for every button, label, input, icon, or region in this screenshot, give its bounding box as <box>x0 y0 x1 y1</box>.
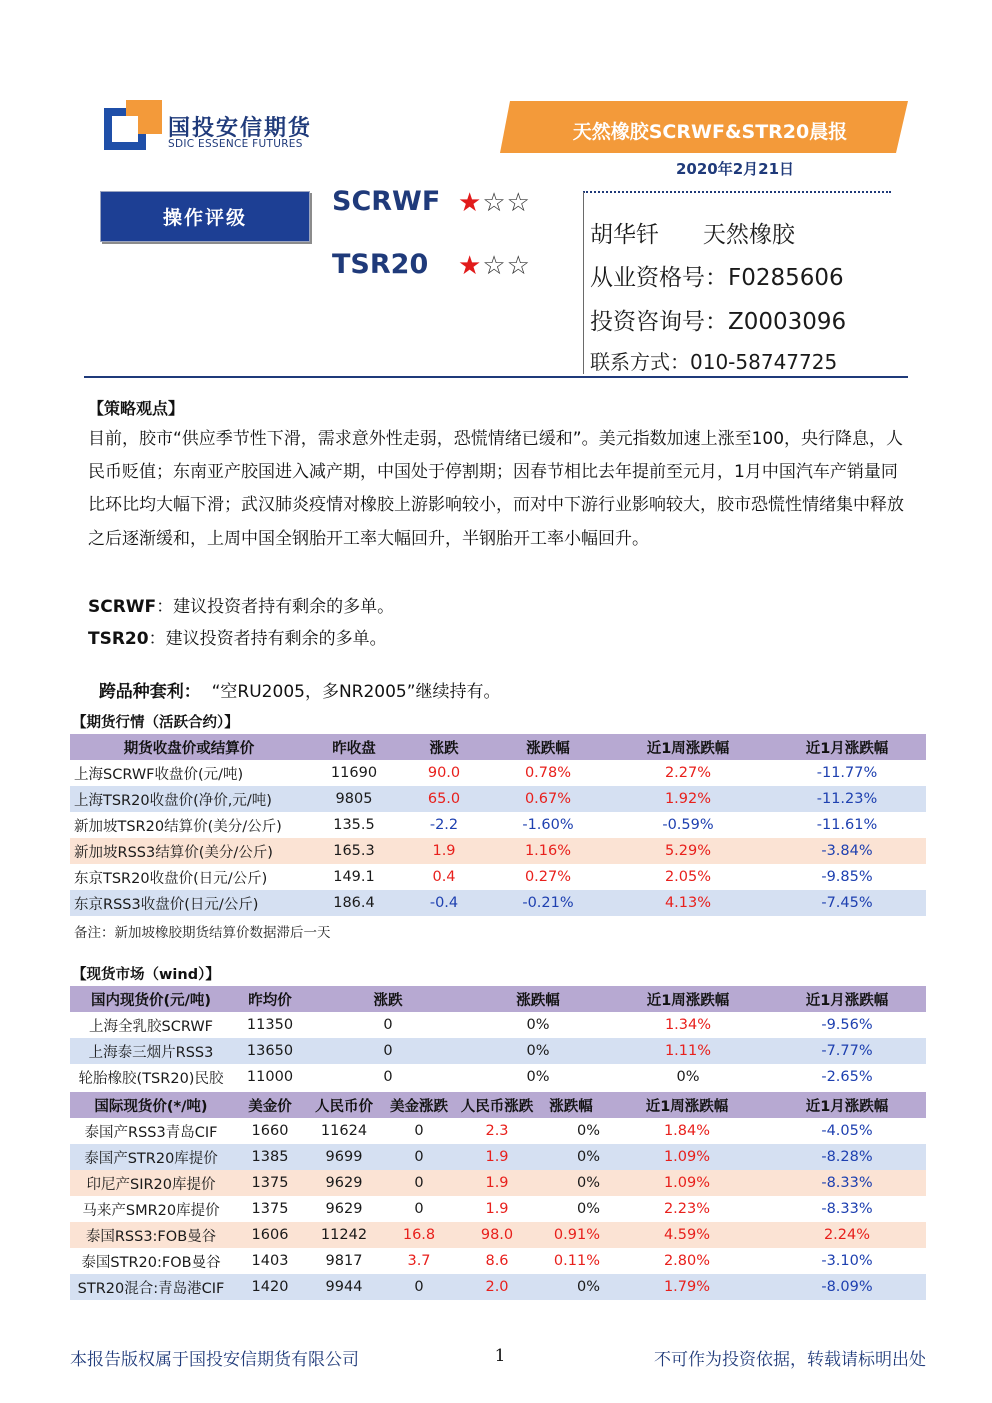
table-row <box>70 890 926 916</box>
table-cell: 135.5 <box>333 817 375 833</box>
table-cell: 13650 <box>246 1043 294 1059</box>
table-cell: 9629 <box>325 1175 363 1191</box>
table-cell: 0% <box>576 1149 600 1165</box>
table-cell: -9.85% <box>821 869 873 885</box>
table-row <box>70 1170 926 1196</box>
table-cell: -11.23% <box>816 791 878 807</box>
table-cell: 2.05% <box>664 869 712 885</box>
rating-label: 操作评级 <box>100 191 310 242</box>
table-cell: 0% <box>676 1069 700 1085</box>
col-header: 近1周涨跌幅 <box>608 986 768 1012</box>
table-cell: 泰国RSS3:FOB曼谷 <box>85 1228 217 1245</box>
table-cell: 98.0 <box>480 1227 514 1243</box>
scrwf-advice <box>88 592 394 617</box>
table-cell: -9.56% <box>821 1017 873 1033</box>
domestic-header-row <box>70 986 926 1012</box>
table-cell: 11000 <box>246 1069 294 1085</box>
table-cell: 3.7 <box>407 1253 431 1269</box>
table-cell: 11624 <box>320 1123 368 1139</box>
header-divider <box>84 376 908 378</box>
table-cell: 泰国产RSS3青岛CIF <box>84 1124 218 1141</box>
col-header: 涨跌幅 <box>488 734 608 760</box>
table-cell: -2.2 <box>429 817 459 833</box>
table-cell: 0 <box>383 1017 393 1033</box>
table-cell: 9805 <box>335 791 373 807</box>
scrwf-advice-label: SCRWF <box>88 597 157 617</box>
table-row <box>70 1144 926 1170</box>
table-cell: 1.9 <box>485 1149 509 1165</box>
rating-stars-tsr20 <box>458 251 531 281</box>
table-cell: 东京RSS3收盘价(日元/公斤) <box>74 896 259 913</box>
table-cell: 1.9 <box>485 1175 509 1191</box>
table-cell: -2.65% <box>821 1069 873 1085</box>
table-cell: 0% <box>576 1279 600 1295</box>
logo-english-name: SDIC ESSENCE FUTURES <box>168 138 303 150</box>
spot-table-title: 【现货市场（wind）】 <box>72 967 220 983</box>
arbitrage-advice <box>88 657 501 702</box>
table-cell: 11242 <box>320 1227 368 1243</box>
table-cell: 4.59% <box>663 1227 711 1243</box>
star-filled-icon: ★ <box>458 188 483 218</box>
table-cell: 11690 <box>330 765 378 781</box>
table-cell: -7.77% <box>821 1043 873 1059</box>
table-cell: -7.45% <box>821 895 873 911</box>
table-row <box>70 760 926 786</box>
tsr20-advice-label: TSR20 <box>88 629 149 649</box>
table-cell: -8.09% <box>821 1279 873 1295</box>
table-cell: 186.4 <box>333 895 375 911</box>
table-cell: 165.3 <box>333 843 375 859</box>
table-cell: 1.09% <box>663 1149 711 1165</box>
table-cell: -3.10% <box>821 1253 873 1269</box>
international-spot-table <box>70 1092 926 1300</box>
table-cell: 2.23% <box>663 1201 711 1217</box>
table-cell: 149.1 <box>333 869 375 885</box>
table-cell: 1375 <box>251 1175 289 1191</box>
table-cell: -0.4 <box>429 895 459 911</box>
col-header: 近1月涨跌幅 <box>768 1092 926 1118</box>
table-cell: 0 <box>383 1069 393 1085</box>
table-cell: 0 <box>383 1043 393 1059</box>
col-header: 国内现货价(元/吨) <box>70 986 232 1012</box>
table-cell: 90.0 <box>427 765 461 781</box>
table-cell: 0.27% <box>524 869 572 885</box>
table-cell: 0.4 <box>432 869 456 885</box>
scrwf-advice-text: ：建议投资者持有剩余的多单。 <box>156 597 395 617</box>
table-cell: -1.60% <box>522 817 574 833</box>
table-row <box>70 786 926 812</box>
analyst-name: 胡华钎 天然橡胶 <box>590 222 795 248</box>
table-cell: 上海TSR20收盘价(净价,元/吨) <box>74 792 272 809</box>
table-cell: 新加坡RSS3结算价(美分/公斤) <box>74 844 273 861</box>
table-cell: -11.77% <box>816 765 878 781</box>
table-row <box>70 864 926 890</box>
international-header-row <box>70 1092 926 1118</box>
table-cell: 0% <box>576 1201 600 1217</box>
col-header: 近1月涨跌幅 <box>768 734 926 760</box>
rating-product-tsr20: TSR20 <box>332 249 429 280</box>
table-cell: 泰国产STR20库提价 <box>84 1150 218 1167</box>
analyst-consult-number: 投资咨询号：Z0003096 <box>590 309 847 335</box>
table-cell: 65.0 <box>427 791 461 807</box>
page-number: 1 <box>494 1346 506 1366</box>
table-cell: 东京TSR20收盘价(日元/公斤) <box>74 870 268 887</box>
col-header: 昨均价 <box>232 986 308 1012</box>
vertical-divider <box>583 192 584 374</box>
report-date: 2020年2月21日 <box>675 160 795 178</box>
table-cell: -4.05% <box>821 1123 873 1139</box>
table-cell: 2.80% <box>663 1253 711 1269</box>
col-header: 美金涨跌 <box>380 1092 458 1118</box>
table-cell: 1403 <box>251 1253 289 1269</box>
col-header: 美金价 <box>232 1092 308 1118</box>
table-cell: 8.6 <box>485 1253 509 1269</box>
table-cell: 1420 <box>251 1279 289 1295</box>
analyst-qualification: 从业资格号：F0285606 <box>590 265 844 291</box>
table-row <box>70 1196 926 1222</box>
col-header: 近1周涨跌幅 <box>608 734 768 760</box>
futures-table <box>70 734 926 916</box>
table-cell: 印尼产SIR20库提价 <box>86 1176 216 1193</box>
table-cell: 0 <box>414 1279 424 1295</box>
table-row <box>70 1118 926 1144</box>
table-cell: 0% <box>526 1069 550 1085</box>
futures-table-title: 【期货行情（活跃合约）】 <box>72 715 239 731</box>
report-title: 天然橡胶SCRWF&STR20晨报 <box>572 121 848 143</box>
table-cell: 5.29% <box>664 843 712 859</box>
table-cell: 上海SCRWF收盘价(元/吨) <box>74 766 244 783</box>
table-cell: 0% <box>526 1043 550 1059</box>
star-empty-icon: ☆☆ <box>482 188 531 218</box>
table-row <box>70 1222 926 1248</box>
table-cell: 0.67% <box>524 791 572 807</box>
domestic-spot-table <box>70 986 926 1090</box>
table-cell: -8.33% <box>821 1175 873 1191</box>
strategy-paragraph: 目前，胶市“供应季节性下滑，需求意外性走弱，恐慌情绪已缓和”。美元指数加速上涨至100，央行降息，人民币贬值；东南亚产胶国进入减产期，中国处于停割期；因春节相比去年提前至元月，1月中国汽车产销量同比环比均大幅下滑；武汉肺炎疫情对橡胶上游影响较小，而对中下游行业影响较大，胶市恐慌性情绪集中释放之后逐渐缓和，上周中国全钢胎开工率大幅回升，半钢胎开工率小幅回升。 <box>88 429 904 549</box>
col-header: 涨跌幅 <box>468 986 608 1012</box>
col-header: 涨跌幅 <box>536 1092 606 1118</box>
logo-chinese-name: 国投安信期货 <box>168 116 313 141</box>
table-cell: 2.27% <box>664 765 712 781</box>
col-header: 期货收盘价或结算价 <box>70 734 308 760</box>
table-cell: 1385 <box>251 1149 289 1165</box>
table-cell: 1.9 <box>432 843 456 859</box>
table-cell: 2.0 <box>485 1279 509 1295</box>
star-empty-icon: ☆☆ <box>482 251 531 281</box>
table-cell: 新加坡TSR20结算价(美分/公斤) <box>74 818 282 835</box>
strategy-heading: 【策略观点】 <box>88 399 185 418</box>
table-cell: 1.09% <box>663 1175 711 1191</box>
table-cell: 0.78% <box>524 765 572 781</box>
table-row <box>70 1274 926 1300</box>
table-cell: 9699 <box>325 1149 363 1165</box>
table-cell: 1.84% <box>663 1123 711 1139</box>
table-row <box>70 1012 926 1038</box>
arbitrage-advice-text: “空RU2005，多NR2005”继续持有。 <box>200 682 501 702</box>
col-header: 近1月涨跌幅 <box>768 986 926 1012</box>
col-header: 人民币涨跌 <box>458 1092 536 1118</box>
table-cell: 轮胎橡胶(TSR20)民胶 <box>78 1070 224 1087</box>
table-cell: 9817 <box>325 1253 363 1269</box>
table-cell: 1.11% <box>664 1043 712 1059</box>
table-row <box>70 812 926 838</box>
table-cell: -11.61% <box>816 817 878 833</box>
table-row <box>70 1064 926 1090</box>
table-row <box>70 1038 926 1064</box>
col-header: 人民币价 <box>308 1092 380 1118</box>
table-cell: -0.21% <box>522 895 574 911</box>
table-row <box>70 838 926 864</box>
table-cell: 0% <box>526 1017 550 1033</box>
star-filled-icon: ★ <box>458 251 483 281</box>
table-cell: 16.8 <box>402 1227 436 1243</box>
table-cell: 11350 <box>246 1017 294 1033</box>
table-cell: 9944 <box>325 1279 363 1295</box>
company-logo-icon <box>104 100 162 150</box>
table-cell: 0 <box>414 1175 424 1191</box>
table-cell: 2.3 <box>485 1123 509 1139</box>
table-cell: 2.24% <box>823 1227 871 1243</box>
col-header: 近1周涨跌幅 <box>606 1092 768 1118</box>
table-cell: -0.59% <box>662 817 714 833</box>
table-cell: 0 <box>414 1201 424 1217</box>
col-header: 国际现货价(*/吨) <box>70 1092 232 1118</box>
tsr20-advice-text: ：建议投资者持有剩余的多单。 <box>148 629 387 649</box>
dotted-divider <box>583 191 891 193</box>
table-cell: 9629 <box>325 1201 363 1217</box>
table-cell: 泰国STR20:FOB曼谷 <box>81 1254 221 1271</box>
futures-header-row <box>70 734 926 760</box>
col-header: 涨跌 <box>400 734 488 760</box>
table-cell: 1.92% <box>664 791 712 807</box>
table-cell: 上海泰三烟片RSS3 <box>88 1044 214 1061</box>
table-cell: -3.84% <box>821 843 873 859</box>
rating-product-scrwf: SCRWF <box>332 186 441 217</box>
table-cell: 1660 <box>251 1123 289 1139</box>
table-cell: STR20混合:青岛港CIF <box>77 1280 225 1297</box>
table-cell: 4.13% <box>664 895 712 911</box>
table-cell: 1.16% <box>524 843 572 859</box>
futures-note: 备注：新加坡橡胶期货结算价数据滞后一天 <box>74 925 331 941</box>
table-cell: 1375 <box>251 1201 289 1217</box>
table-cell: 0 <box>414 1149 424 1165</box>
footer-copyright: 本报告版权属于国投安信期货有限公司 <box>70 1350 359 1370</box>
table-cell: 0 <box>414 1123 424 1139</box>
table-cell: 0.91% <box>553 1227 600 1243</box>
table-cell: 0.11% <box>553 1253 600 1269</box>
rating-stars-scrwf <box>458 188 531 218</box>
table-cell: 1.34% <box>664 1017 712 1033</box>
arbitrage-advice-label: 跨品种套利： <box>98 682 201 702</box>
table-cell: 0% <box>576 1123 600 1139</box>
col-header: 涨跌 <box>308 986 468 1012</box>
footer-disclaimer: 不可作为投资依据，转载请标明出处 <box>654 1350 926 1370</box>
analyst-contact: 联系方式：010-58747725 <box>590 350 838 374</box>
table-cell: 1606 <box>251 1227 289 1243</box>
table-cell: 0% <box>576 1175 600 1191</box>
table-cell: 1.9 <box>485 1201 509 1217</box>
table-cell: 上海全乳胶SCRWF <box>89 1018 213 1035</box>
table-row <box>70 1248 926 1274</box>
table-cell: -8.33% <box>821 1201 873 1217</box>
table-cell: 马来产SMR20库提价 <box>82 1202 220 1219</box>
table-cell: 1.79% <box>663 1279 711 1295</box>
col-header: 昨收盘 <box>308 734 400 760</box>
table-cell: -8.28% <box>821 1149 873 1165</box>
tsr20-advice <box>88 624 387 649</box>
